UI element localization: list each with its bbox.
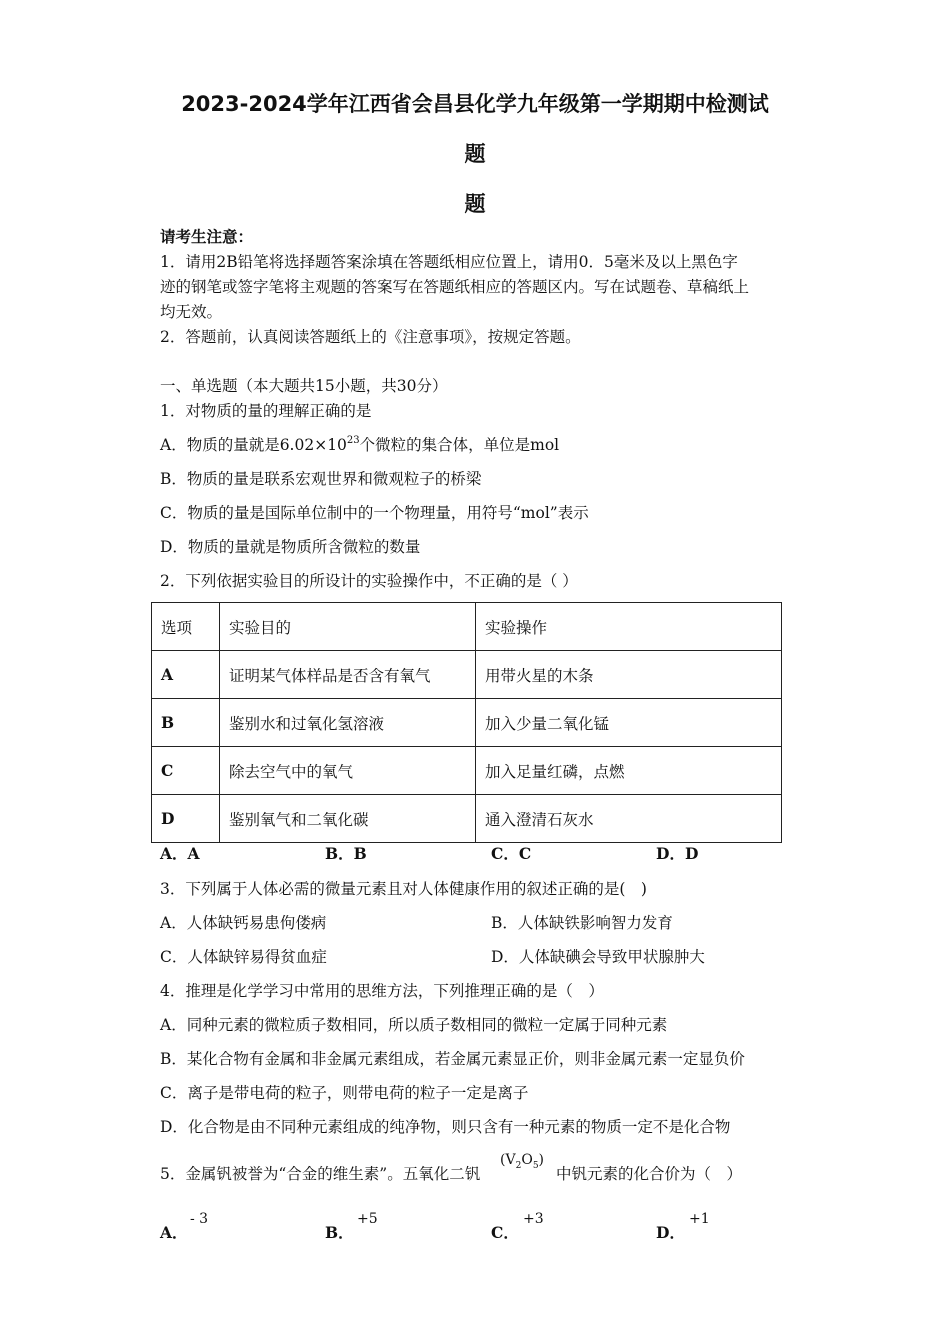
table-row <box>152 795 782 843</box>
notice-item1-line3: 均无效。 <box>160 303 223 321</box>
page-title-cont: 题 <box>464 142 486 166</box>
q5-option-a-label: A． <box>160 1223 188 1242</box>
q5-option-c-label: C． <box>491 1223 519 1242</box>
table-cell: 鉴别氧气和二氧化碳 <box>220 795 476 843</box>
table-cell: A <box>152 651 220 699</box>
q1-option-a-exponent: 23 <box>346 435 360 446</box>
formula-paren-close: ) <box>538 1152 545 1168</box>
table-header-cell: 实验操作 <box>476 603 782 651</box>
table-header-cell: 实验目的 <box>220 603 476 651</box>
q4-option-c: C．离子是带电荷的粒子，则带电荷的粒子一定是离子 <box>160 1084 529 1102</box>
q5-stem-post: 中钒元素的化合价为（ ） <box>556 1165 743 1183</box>
table-cell: 除去空气中的氧气 <box>220 747 476 795</box>
table-cell: 加入足量红磷，点燃 <box>476 747 782 795</box>
q5-option-c-value: +3 <box>523 1211 544 1227</box>
page-title-repeat: 题 <box>464 192 486 216</box>
q5-option-d-label: D． <box>656 1223 685 1242</box>
table-header-row <box>152 603 782 651</box>
q4-option-b: B．某化合物有金属和非金属元素组成，若金属元素显正价，则非金属元素一定显负价 <box>160 1050 745 1068</box>
table-cell: C <box>152 747 220 795</box>
table-cell: 鉴别水和过氧化氢溶液 <box>220 699 476 747</box>
table-row <box>152 747 782 795</box>
q1-option-a-pre: A．物质的量就是6.02×10 <box>160 436 347 454</box>
q2-option-d: D．D <box>656 844 699 863</box>
q3-stem: 3．下列属于人体必需的微量元素且对人体健康作用的叙述正确的是( ) <box>160 880 647 898</box>
q5-stem-pre: 5．金属钒被誉为“合金的维生素”。五氧化二钒 <box>160 1165 481 1183</box>
q1-option-d: D．物质的量就是物质所含微粒的数量 <box>160 538 421 556</box>
q1-stem: 1．对物质的量的理解正确的是 <box>160 402 372 420</box>
table-cell: 用带火星的木条 <box>476 651 782 699</box>
formula-element-o: O <box>521 1152 533 1168</box>
formula-subscript-2: 2 <box>515 1161 522 1171</box>
q5-formula <box>500 1152 545 1171</box>
q3-option-c: C．人体缺锌易得贫血症 <box>160 948 327 966</box>
q4-option-a: A．同种元素的微粒质子数相同，所以质子数相同的微粒一定属于同种元素 <box>160 1016 668 1034</box>
notice-heading: 请考生注意： <box>160 227 254 246</box>
q2-table <box>151 602 782 843</box>
section-heading: 一、单选题（本大题共15小题，共30分） <box>160 377 448 395</box>
q4-stem: 4．推理是化学学习中常用的思维方法，下列推理正确的是（ ） <box>160 982 604 1000</box>
q5-option-b-value: +5 <box>357 1211 378 1227</box>
q2-option-b: B．B <box>325 844 367 863</box>
q5-option-d-value: +1 <box>689 1211 710 1227</box>
q2-stem: 2．下列依据实验目的所设计的实验操作中，不正确的是（ ） <box>160 572 578 590</box>
q5-option-b-label: B． <box>325 1223 354 1242</box>
formula-subscript-5: 5 <box>532 1161 539 1171</box>
q3-option-b: B．人体缺铁影响智力发育 <box>491 914 673 932</box>
formula-element-v: V <box>505 1152 516 1168</box>
q2-option-a: A．A <box>160 844 200 863</box>
q3-option-a: A．人体缺钙易患佝偻病 <box>160 914 327 932</box>
table-header-cell: 选项 <box>152 603 220 651</box>
formula-paren-open: ( <box>500 1152 506 1168</box>
q4-option-d: D．化合物是由不同种元素组成的纯净物，则只含有一种元素的物质一定不是化合物 <box>160 1118 731 1136</box>
table-cell: D <box>152 795 220 843</box>
table-cell: B <box>152 699 220 747</box>
notice-item2: 2．答题前，认真阅读答题纸上的《注意事项》，按规定答题。 <box>160 328 581 346</box>
notice-item1-line1: 1．请用2B铅笔将选择题答案涂填在答题纸相应位置上，请用0．5毫米及以上黑色字 <box>160 253 738 271</box>
notice-item1-line2: 迹的钢笔或签字笔将主观题的答案写在答题纸相应的答题区内。写在试题卷、草稿纸上 <box>160 278 750 296</box>
table-row <box>152 699 782 747</box>
q1-option-a <box>160 434 559 459</box>
q1-option-b: B．物质的量是联系宏观世界和微观粒子的桥梁 <box>160 470 482 488</box>
q1-option-a-post: 个微粒的集合体，单位是mol <box>359 436 560 454</box>
q3-option-d: D．人体缺碘会导致甲状腺肿大 <box>491 948 705 966</box>
page-title: 2023-2024学年江西省会昌县化学九年级第一学期期中检测试 <box>181 92 769 116</box>
table-row <box>152 651 782 699</box>
table-cell: 证明某气体样品是否含有氧气 <box>220 651 476 699</box>
table-cell: 加入少量二氧化锰 <box>476 699 782 747</box>
q1-option-c: C．物质的量是国际单位制中的一个物理量，用符号“mol”表示 <box>160 504 589 522</box>
table-cell: 通入澄清石灰水 <box>476 795 782 843</box>
q2-option-c: C．C <box>491 844 532 863</box>
q5-option-a-value: - 3 <box>190 1211 209 1227</box>
